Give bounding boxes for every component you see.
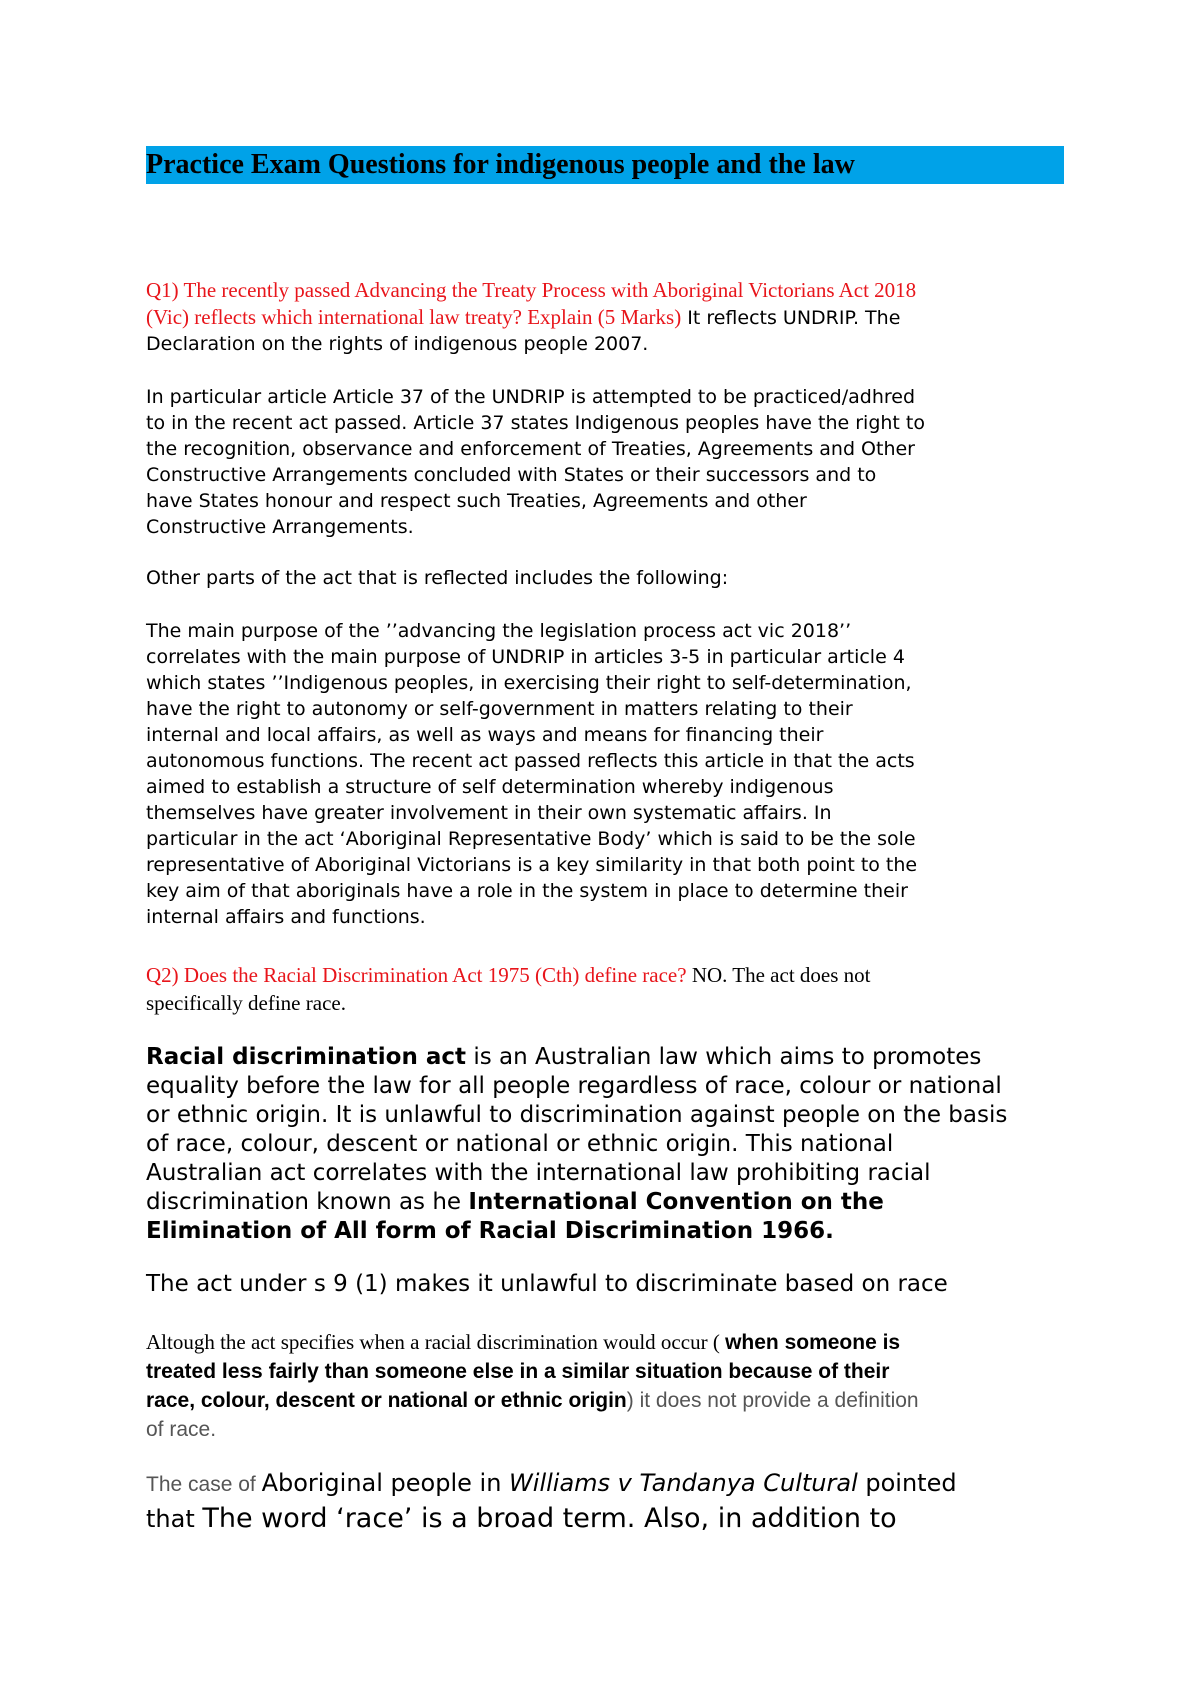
rda-text: is an Australian law which aims to promotes: [466, 1044, 982, 1070]
paragraph-line: internal affairs and functions.: [146, 906, 426, 928]
altough-bold: race, colour, descent or national or ethnic origin: [146, 1389, 627, 1412]
q1-question-line2: [146, 303, 1066, 331]
q1-answer-line3: Declaration on the rights of indigenous people 2007.: [146, 333, 649, 355]
q2-answer-line2: specifically define race.: [146, 991, 346, 1015]
altough-bold: when someone is: [725, 1331, 901, 1354]
convention-name: International Convention on the: [468, 1189, 884, 1215]
paragraph-line: which states ’’Indigenous peoples, in exercising their right to self-determination,: [146, 672, 912, 694]
q1-question-text: (Vic) reflects which international law treaty? Explain (5 Marks): [146, 305, 682, 329]
q1-section: [146, 276, 1066, 357]
page-title: Practice Exam Questions for indigenous people and the law: [146, 149, 855, 180]
q1-question-line1: Q1) The recently passed Advancing the Treaty Process with Aboriginal Victorians Act 2018: [146, 278, 917, 302]
paragraph-line: correlates with the main purpose of UNDRIP in articles 3-5 in particular article 4: [146, 646, 905, 668]
case-prefix: The case of: [146, 1473, 262, 1496]
paragraph-line: Australian act correlates with the international law prohibiting racial: [146, 1160, 931, 1186]
altough-line4: of race.: [146, 1418, 217, 1441]
convention-name: Elimination of All form of Racial Discrimination 1966.: [146, 1218, 834, 1244]
altough-text: Altough the act specifies when a racial discrimination would occur (: [146, 1330, 726, 1354]
paragraph-line: internal and local affairs, as well as ways and means for financing their: [146, 724, 824, 746]
paragraph-line: The main purpose of the ’’advancing the legislation process act vic 2018’’: [146, 620, 852, 642]
paragraph-line: to in the recent act passed. Article 37 states Indigenous peoples have the right to: [146, 412, 925, 434]
paragraph-line: have States honour and respect such Treaties, Agreements and other: [146, 490, 807, 512]
paragraph-line: key aim of that aboriginals have a role in the system in place to determine their: [146, 880, 908, 902]
q2-question: Q2) Does the Racial Discrimination Act 1975 (Cth) define race?: [146, 963, 687, 987]
paragraph-line: Constructive Arrangements concluded with States or their successors and to: [146, 464, 877, 486]
q1-answer-text: It reflects UNDRIP. The: [681, 307, 901, 329]
case-text: that: [146, 1505, 203, 1533]
paragraph-line: autonomous functions. The recent act passed reflects this article in that the acts: [146, 750, 915, 772]
case-text: Aboriginal people in: [261, 1469, 510, 1497]
other-parts-line: Other parts of the act that is reflected includes the following:: [146, 567, 729, 589]
paragraph-line: themselves have greater involvement in their own systematic affairs. In: [146, 802, 832, 824]
article37-paragraph: [146, 384, 1066, 540]
q2-answer: NO. The act does not: [686, 963, 871, 987]
paragraph-line: or ethnic origin. It is unlawful to discrimination against people on the basis: [146, 1102, 1008, 1128]
altough-paragraph: [146, 1328, 1066, 1444]
paragraph-line: the recognition, observance and enforcement of Treaties, Agreements and Other: [146, 438, 915, 460]
altough-rest: ) it does not provide a definition: [626, 1389, 919, 1412]
paragraph-line: equality before the law for all people regardless of race, colour or national: [146, 1073, 1002, 1099]
purpose-paragraph: [146, 618, 1066, 930]
case-text: The word ‘race’ is a broad term. Also, in addition to: [202, 1503, 897, 1534]
case-paragraph: [146, 1467, 1066, 1539]
paragraph-line: have the right to autonomy or self-government in matters relating to their: [146, 698, 853, 720]
rda-text: discrimination known as he: [146, 1189, 469, 1215]
paragraph-line: particular in the act ‘Aboriginal Representative Body’ which is said to be the sole: [146, 828, 916, 850]
q2-section: [146, 961, 1066, 1017]
paragraph-line: representative of Aboriginal Victorians is a key similarity in that both point to the: [146, 854, 918, 876]
altough-bold: treated less fairly than someone else in a similar situation because of their: [146, 1360, 890, 1383]
case-text: pointed: [857, 1469, 957, 1497]
rda-paragraph: [146, 1043, 1066, 1246]
paragraph-line: Constructive Arrangements.: [146, 516, 414, 538]
s9-line: The act under s 9 (1) makes it unlawful to discriminate based on race: [146, 1271, 948, 1297]
paragraph-line: of race, colour, descent or national or ethnic origin. This national: [146, 1131, 894, 1157]
case-name: Williams v Tandanya Cultural: [509, 1469, 858, 1497]
rda-term: Racial discrimination act: [146, 1044, 467, 1070]
paragraph-line: aimed to establish a structure of self determination whereby indigenous: [146, 776, 834, 798]
paragraph-line: In particular article Article 37 of the UNDRIP is attempted to be practiced/adhred: [146, 386, 915, 408]
